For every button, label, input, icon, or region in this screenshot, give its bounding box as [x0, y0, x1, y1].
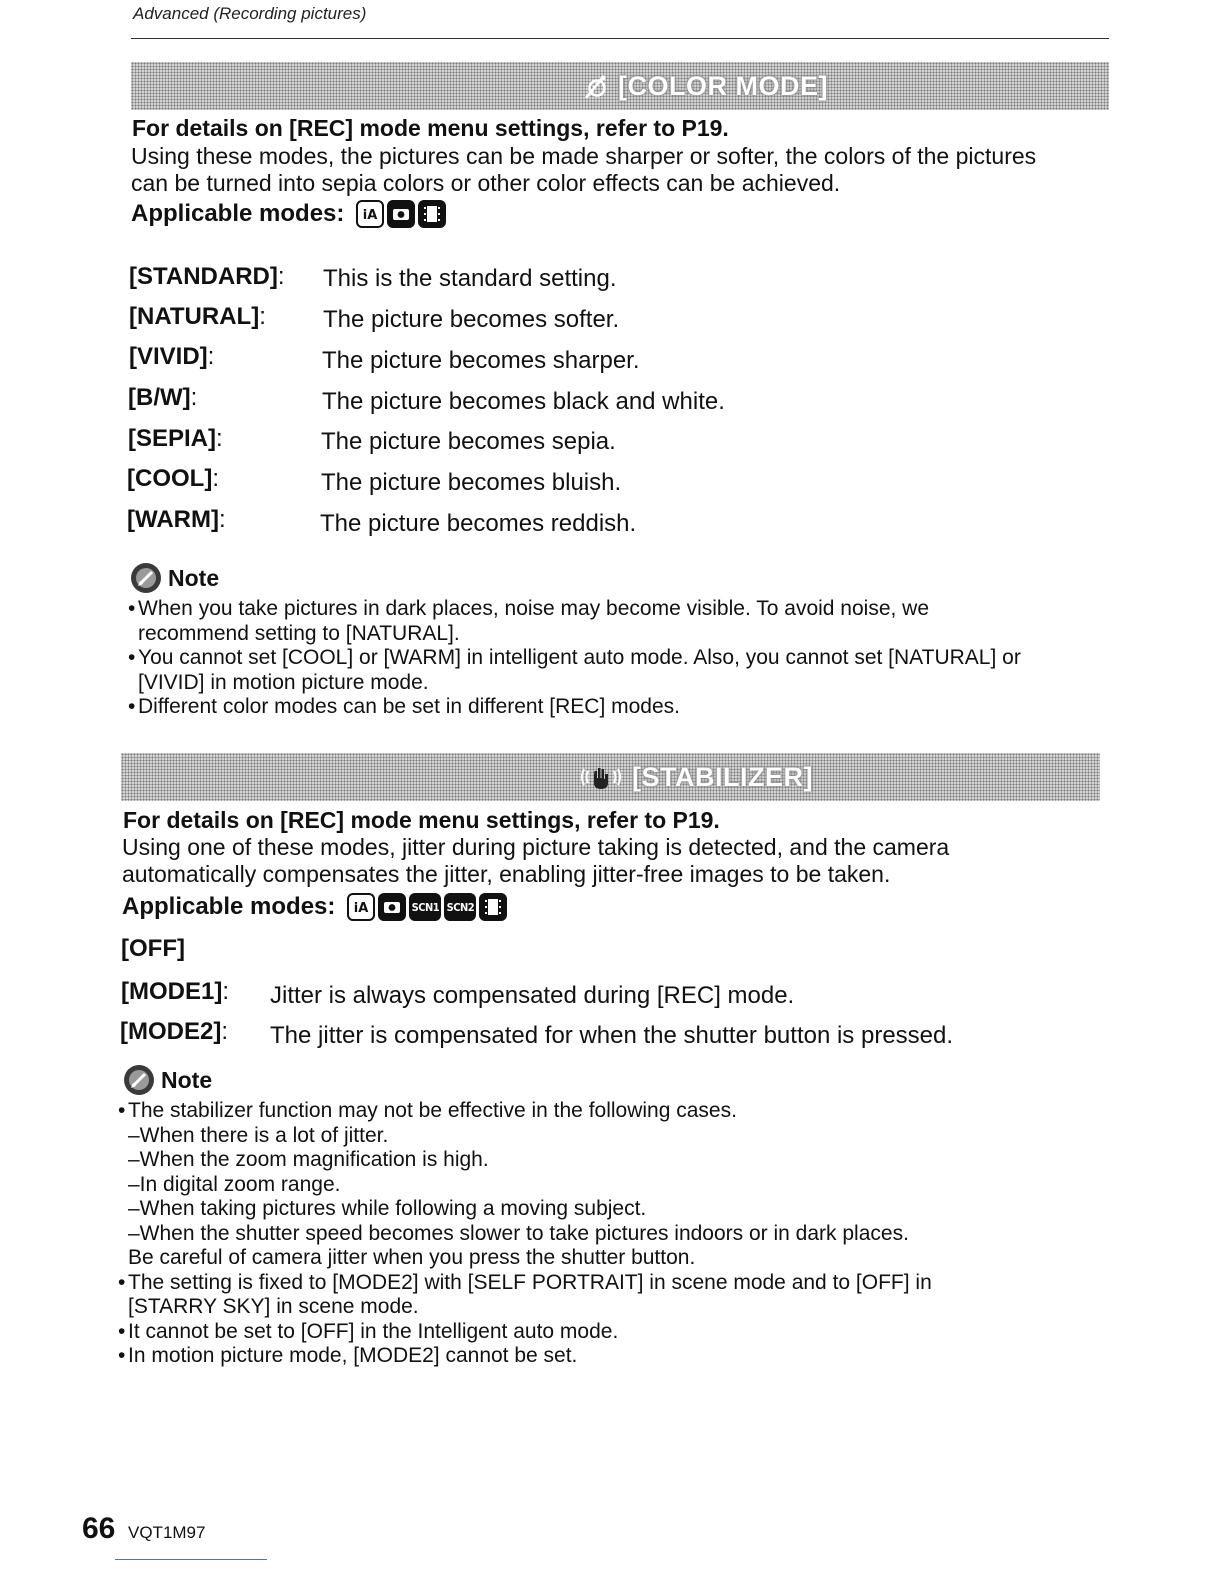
option-colon: : — [222, 978, 230, 1005]
ia-mode-icon — [347, 893, 375, 921]
note-label: Note — [161, 1066, 213, 1093]
note-item — [118, 1271, 1108, 1320]
option-warm — [127, 506, 226, 534]
note-icon — [130, 562, 162, 594]
option-desc: The picture becomes sharper. — [322, 347, 640, 374]
scn1-label: SCN1 — [411, 900, 440, 914]
stabilizer-applicable — [122, 893, 507, 921]
color-mode-title: [COLOR MODE] — [618, 70, 828, 101]
option-colon: : — [218, 506, 226, 533]
option-term: [MODE1] — [121, 978, 223, 1005]
header-rule — [131, 38, 1109, 39]
note-line: • The stabilizer function may not be effective in the following cases. — [128, 1099, 737, 1122]
intro-line: Using one of these modes, jitter during picture taking is detected, and the camera — [122, 834, 950, 860]
ia-mode-icon — [356, 200, 384, 228]
note-case: –When the zoom magnification is high. — [128, 1148, 489, 1171]
note-case: –In digital zoom range. — [128, 1172, 341, 1196]
note-line: [VIVID] in motion picture mode. — [138, 670, 429, 694]
option-desc: The jitter is compensated for when the shutter button is pressed. — [270, 1022, 954, 1049]
option-colon: : — [221, 1018, 229, 1045]
option-term: [NATURAL] — [129, 303, 260, 330]
option-vivid — [129, 343, 214, 371]
option-term: [STANDARD] — [129, 263, 278, 290]
option-desc: The picture becomes bluish. — [321, 469, 622, 496]
option-cool — [127, 465, 219, 493]
option-desc: This is the standard setting. — [323, 265, 617, 292]
breadcrumb: Advanced (Recording pictures) — [133, 4, 367, 23]
note-case: –When the shutter speed becomes slower to take pictures indoors or in dark places. — [128, 1221, 909, 1245]
stabilizer-icon — [578, 763, 624, 791]
page-number: 66 — [82, 1512, 116, 1545]
note-item — [128, 597, 1118, 646]
note-case: –When taking pictures while following a moving subject. — [128, 1197, 647, 1220]
option-colon: : — [190, 384, 198, 411]
footer-rule — [115, 1559, 267, 1560]
color-mode-applicable — [131, 200, 446, 228]
option-colon: : — [216, 425, 223, 452]
option-term: [MODE2] — [120, 1018, 222, 1045]
note-item — [118, 1320, 1108, 1345]
option-colon: : — [277, 263, 285, 290]
color-mode-icon — [582, 72, 610, 100]
color-mode-banner — [131, 62, 1109, 110]
motion-picture-mode-icon — [418, 200, 446, 228]
option-term: [SEPIA] — [128, 425, 217, 452]
note-label: Note — [168, 564, 220, 591]
option-desc: The picture becomes sepia. — [321, 428, 616, 455]
note-line: • When you take pictures in dark places, noise may become visible. To avoid noise, we — [138, 597, 930, 620]
normal-picture-mode-icon — [378, 893, 406, 921]
note-line: [STARRY SKY] in scene mode. — [128, 1295, 419, 1318]
scn2-mode-icon — [444, 893, 476, 921]
option-standard — [129, 263, 285, 291]
option-term: [OFF] — [121, 935, 185, 962]
note-icon — [123, 1064, 155, 1096]
note-item — [128, 646, 1118, 695]
note-item — [118, 1099, 1108, 1271]
option-bw — [128, 384, 197, 412]
motion-picture-mode-icon — [479, 893, 507, 921]
scn2-label: SCN2 — [446, 900, 475, 914]
option-colon: : — [259, 303, 266, 330]
option-term: [VIVID] — [129, 343, 208, 370]
svg-text:iA: iA — [363, 208, 378, 222]
intro-line: Using these modes, the pictures can be made sharper or softer, the colors of the pictures — [131, 143, 1037, 169]
stabilizer-intro — [122, 834, 1112, 888]
option-desc: The picture becomes black and white. — [322, 388, 725, 415]
intro-line: automatically compensates the jitter, enabling jitter-free images to be taken. — [122, 861, 891, 887]
note-line: • The setting is fixed to [MODE2] with [SELF PORTRAIT] in scene mode and to [OFF] in — [128, 1270, 932, 1294]
option-off — [121, 935, 185, 963]
color-mode-notes — [128, 597, 1118, 720]
option-mode1 — [121, 978, 229, 1006]
option-desc: The picture becomes reddish. — [320, 510, 637, 537]
applicable-label: Applicable modes: — [131, 200, 345, 227]
option-term: [WARM] — [127, 506, 219, 533]
note-item — [128, 695, 1118, 720]
option-mode2 — [120, 1018, 228, 1046]
document-code: VQT1M97 — [128, 1523, 206, 1542]
normal-picture-mode-icon — [387, 200, 415, 228]
applicable-label: Applicable modes: — [122, 893, 336, 920]
stabilizer-title: [STABILIZER] — [632, 761, 813, 792]
option-colon: : — [207, 343, 215, 370]
option-desc: Jitter is always compensated during [REC] mode. — [270, 982, 795, 1009]
option-term: [B/W] — [128, 384, 191, 411]
color-mode-ref: For details on [REC] mode menu settings, refer to P19. — [132, 115, 729, 141]
stabilizer-banner — [121, 753, 1100, 801]
option-natural — [129, 303, 266, 331]
color-mode-intro — [131, 143, 1121, 197]
intro-line: can be turned into sepia colors or other color effects can be achieved. — [131, 170, 841, 196]
option-sepia — [128, 425, 223, 453]
note-line: Be careful of camera jitter when you press the shutter button. — [128, 1246, 696, 1269]
stabilizer-notes — [118, 1099, 1108, 1369]
note-item — [118, 1344, 1108, 1369]
stabilizer-ref: For details on [REC] mode menu settings, refer to P19. — [123, 807, 720, 833]
scn1-mode-icon — [409, 893, 441, 921]
note-line: • Different color modes can be set in different [REC] modes. — [138, 695, 680, 718]
option-colon: : — [212, 465, 219, 492]
color-mode-note-heading — [130, 562, 219, 594]
note-line: • You cannot set [COOL] or [WARM] in intelligent auto mode. Also, you cannot set [NATURAL] or — [138, 646, 1021, 669]
note-case: –When there is a lot of jitter. — [128, 1123, 389, 1147]
svg-text:iA: iA — [354, 901, 369, 915]
stabilizer-note-heading — [123, 1064, 212, 1096]
note-line: • It cannot be set to [OFF] in the Intelligent auto mode. — [128, 1319, 619, 1343]
note-line: recommend setting to [NATURAL]. — [138, 621, 460, 645]
option-desc: The picture becomes softer. — [323, 306, 620, 333]
note-line: • In motion picture mode, [MODE2] cannot be set. — [128, 1344, 578, 1367]
option-term: [COOL] — [127, 465, 213, 492]
